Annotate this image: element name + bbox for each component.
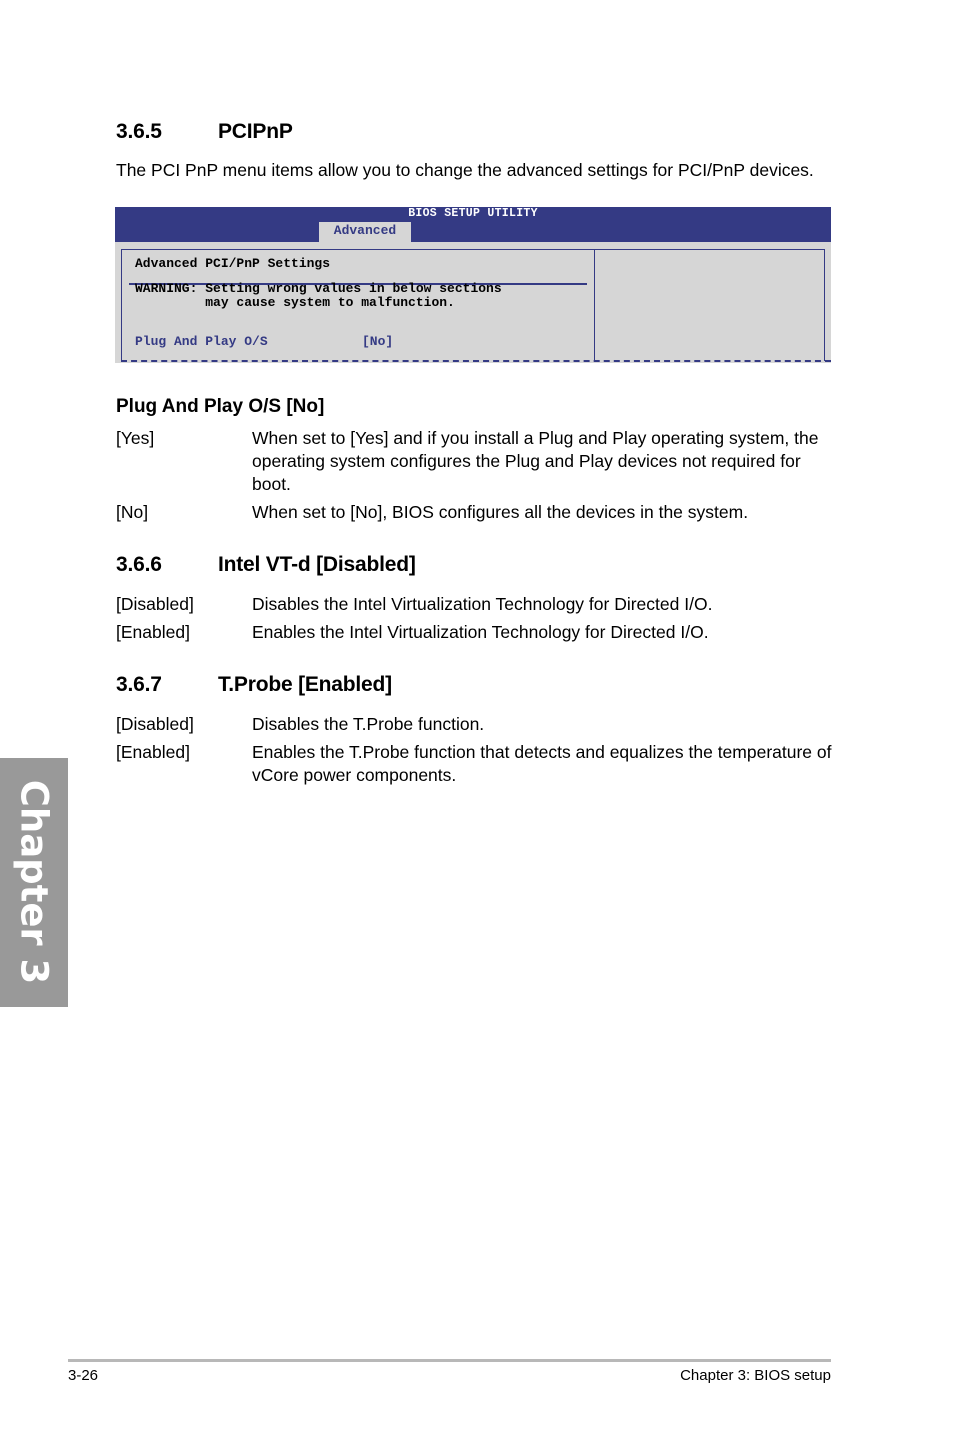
section-number: 3.6.5 [116,120,162,143]
section-heading-365 [0,120,954,146]
vtd-key-disabled: [Disabled] [116,594,194,614]
footer-page-number: 3-26 [68,1367,99,1384]
tprobe-desc-enabled-line2: vCore power components. [252,765,457,785]
section-heading-367 [0,673,954,699]
bios-bottom-dashed-edge [121,360,831,362]
bios-screenshot [115,207,831,363]
vtd-key-enabled: [Enabled] [116,622,190,642]
bios-tab-advanced[interactable]: Advanced [319,222,411,242]
bios-title: BIOS SETUP UTILITY [408,207,538,220]
bios-heading: Advanced PCI/PnP Settings [135,256,331,271]
bios-warning-line2: may cause system to malfunction. [135,295,455,310]
chapter-side-tab [0,758,68,1007]
section-title: PCIPnP [218,120,293,143]
vtd-desc-enabled: Enables the Intel Virtualization Technology for Directed I/O. [252,622,709,642]
option-desc-yes-line1: When set to [Yes] and if you install a Plug and Play operating system, the [252,428,819,448]
option-desc-yes-line3: boot. [252,474,291,494]
tprobe-key-disabled: [Disabled] [116,714,194,734]
bios-body [115,242,831,363]
footer-rule [68,1359,831,1362]
tprobe-key-enabled: [Enabled] [116,742,190,762]
vtd-desc-disabled: Disables the Intel Virtualization Technology for Directed I/O. [252,594,713,614]
section-title: Intel VT-d [Disabled] [218,553,416,576]
subheading-plug-and-play: Plug And Play O/S [No] [116,396,325,417]
option-desc-yes-line2: operating system configures the Plug and Play devices not required for [252,451,801,471]
section-title: T.Probe [Enabled] [218,673,392,696]
tprobe-desc-enabled-line1: Enables the T.Probe function that detects and equalizes the temperature of [252,742,832,762]
option-key-no: [No] [116,502,149,522]
bios-header-bar [115,207,831,242]
option-key-yes: [Yes] [116,428,155,448]
bios-warning-line1: WARNING: Setting wrong values in below sections [135,281,502,296]
chapter-tab-label: Chapter 3 [12,779,56,985]
bios-panel-divider [594,249,595,361]
footer-chapter-title: Chapter 3: BIOS setup [680,1367,831,1384]
section-heading-366 [0,553,954,579]
bios-item-value[interactable]: [No] [362,334,394,349]
option-desc-no: When set to [No], BIOS configures all the devices in the system. [252,502,749,522]
section-number: 3.6.6 [116,553,162,576]
bios-item-label[interactable]: Plug And Play O/S [135,334,268,349]
tprobe-desc-disabled: Disables the T.Probe function. [252,714,485,734]
section-number: 3.6.7 [116,673,162,696]
section-intro: The PCI PnP menu items allow you to change the advanced settings for PCI/PnP devices. [116,160,814,180]
